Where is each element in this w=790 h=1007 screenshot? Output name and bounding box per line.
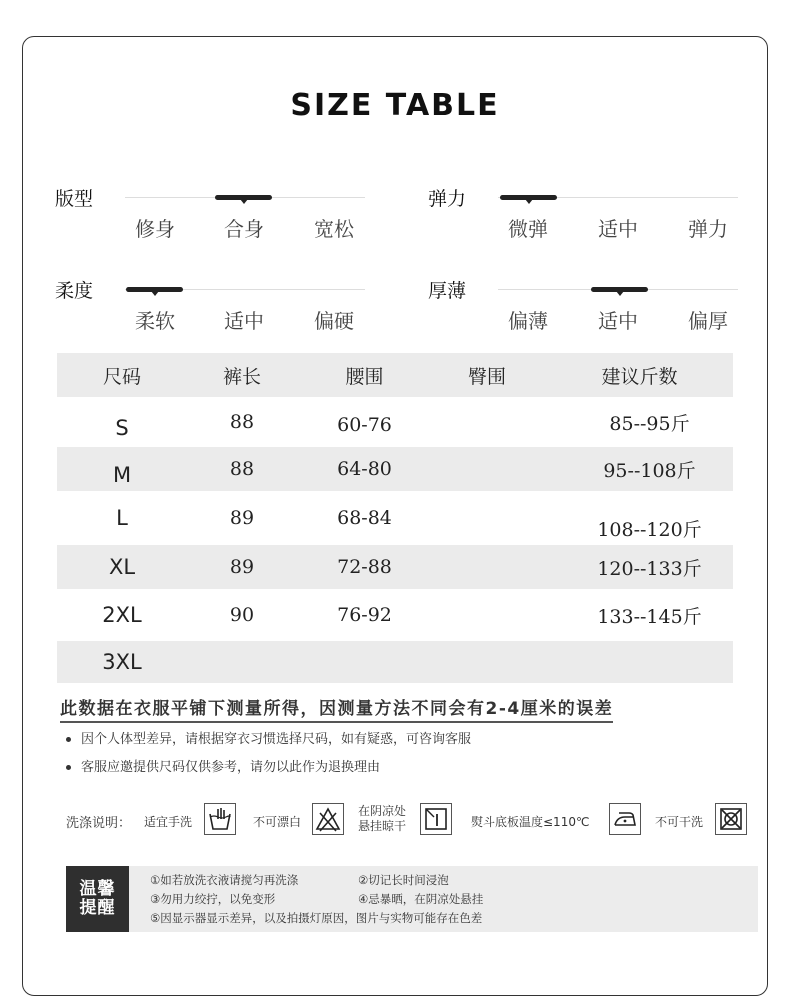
softness-option-medium: 适中 [224,309,264,333]
cell-hip [442,641,532,683]
note-bullet-text: 客服应邀提供尺码仅供参考，请勿以此作为退换理由 [81,760,381,775]
cell-size: 2XL [102,603,142,627]
cell-waist [307,641,422,683]
thickness-label: 厚薄 [428,280,467,302]
stretch-label: 弹力 [428,188,467,210]
washing-item-text: 不可干洗 [655,815,704,829]
cell-length: 89 [229,507,255,529]
cell-weight: 120--133斤 [597,557,702,580]
fit-option-slim: 修身 [135,217,175,241]
tip-item: ④忌暴晒，在阴凉处悬挂 [358,892,484,906]
header-weight: 建议斤数 [601,365,678,388]
header-waist: 腰围 [345,365,384,388]
cell-waist: 60-76 [337,414,392,436]
note-bullet [66,728,471,747]
table-row [57,447,733,491]
cell-weight: 133--145斤 [597,605,702,628]
washing-item-text: 适宜手洗 [144,815,193,829]
cell-hip [442,589,532,641]
iron-low-icon [609,803,641,835]
washing-item-text: 熨斗底板温度≤110℃ [471,815,590,829]
header-hip: 臀围 [467,365,506,388]
tip-item: ③勿用力绞拧，以免变形 [150,892,276,906]
washing-item-text: 不可漂白 [253,815,302,829]
fit-option-loose: 宽松 [314,217,354,241]
cell-waist: 76-92 [337,604,392,626]
thickness-marker [591,287,648,292]
washing-label: 洗涤说明： [66,816,132,831]
tips-label-line: 温馨 [79,879,116,899]
cell-length: 88 [229,458,255,480]
cell-waist: 72-88 [337,556,392,578]
no-dry-clean-icon [715,803,747,835]
table-row [57,397,733,447]
cell-size: 3XL [102,650,142,674]
tips-label [66,866,129,932]
fit-label: 版型 [55,188,94,210]
table-row [57,589,733,641]
bullet-dot [66,737,71,742]
note-bullet [66,756,380,775]
table-row [57,491,733,545]
cell-hip [442,545,532,589]
thickness-option-thin: 偏薄 [508,309,548,333]
cell-length: 88 [229,411,255,433]
cell-weight: 85--95斤 [609,412,690,435]
cell-waist: 64-80 [337,458,392,480]
size-table [57,353,733,683]
tips-panel [66,866,758,932]
thickness-option-thick: 偏厚 [688,309,728,333]
header-length: 裤长 [222,365,261,388]
table-row [57,545,733,589]
washing-item-line: 在阴凉处 [358,804,407,818]
cell-length [197,641,287,683]
cell-size: XL [108,555,136,579]
table-header-row [57,353,733,397]
stretch-option-elastic: 弹力 [688,217,728,241]
note-bullet-text: 因个人体型差异，请根据穿衣习惯选择尺码，如有疑惑，可咨询客服 [81,732,472,747]
softness-label: 柔度 [55,280,94,302]
cell-hip [442,447,532,491]
softness-marker [126,287,183,292]
tip-item: ⑤因显示器显示差异，以及拍摄灯原因，图片与实物可能存在色差 [150,911,483,925]
cell-weight: 108--120斤 [597,518,702,541]
washing-item-line: 悬挂晾干 [358,819,407,833]
line-dry-shade-icon [420,803,452,835]
cell-hip [442,491,532,545]
thickness-option-medium: 适中 [598,309,638,333]
no-bleach-icon [312,803,344,835]
measurement-note: 此数据在衣服平铺下测量所得，因测量方法不同会有2-4厘米的误差 [60,694,613,723]
bullet-dot [66,765,71,770]
stretch-option-slight: 微弹 [508,217,548,241]
cell-hip [442,397,532,447]
softness-option-stiff: 偏硬 [314,309,354,333]
page-title: SIZE TABLE [290,88,500,123]
cell-weight [572,641,727,683]
fit-option-regular: 合身 [224,217,264,241]
cell-size: M [112,463,132,487]
washing-item-text [358,804,406,834]
tip-item: ②切记长时间浸泡 [358,873,449,887]
stretch-option-medium: 适中 [598,217,638,241]
cell-waist: 68-84 [337,507,392,529]
cell-size: L [116,506,128,530]
table-row [57,641,733,683]
tips-label-line: 提醒 [79,898,116,918]
fit-marker [215,195,272,200]
cell-length: 89 [229,556,255,578]
softness-option-soft: 柔软 [135,309,175,333]
cell-weight: 95--108斤 [603,459,696,482]
hand-wash-icon [204,803,236,835]
cell-size: S [115,416,129,440]
header-size: 尺码 [102,365,141,388]
tip-item: ①如若放洗衣液请搅匀再洗涤 [150,873,299,887]
cell-length: 90 [229,604,255,626]
stretch-marker [500,195,557,200]
